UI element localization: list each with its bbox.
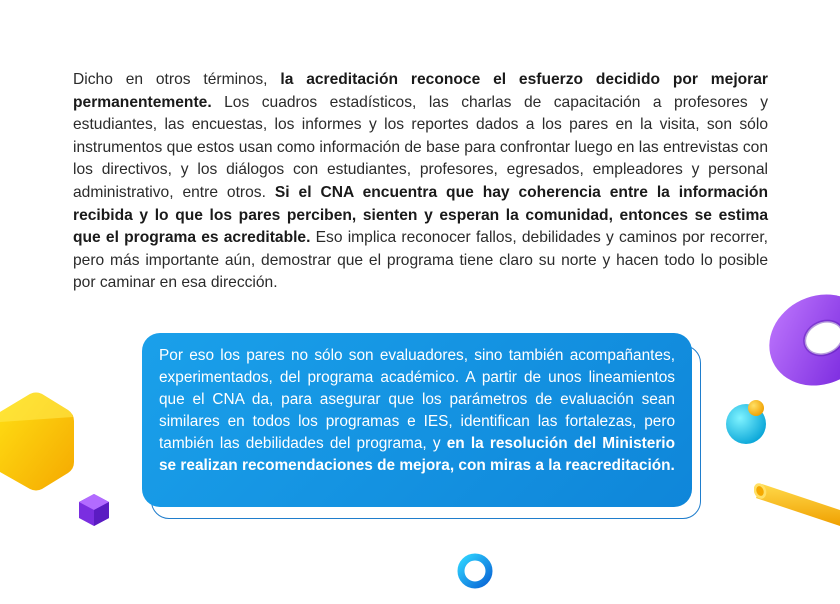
- callout-bold: en la resolución del Ministerio se realizan recomendaciones de mejora, con miras a la reacreditación.: [159, 435, 675, 474]
- callout-text: Por eso los pares no sólo son evaluadores, sino también acompañantes, experimentados, del programa académico. A partir de unos lineamientos que el CNA da, para asegurar que los parámetros de evaluación sean similares en todos los programas e IES, identifican las fortalezas, pero también las debilidades del programa, y: [159, 347, 675, 452]
- yellow-cylinder-icon: [754, 478, 840, 528]
- purple-cube-icon: [77, 493, 111, 527]
- purple-torus-icon: [764, 292, 840, 392]
- body-text-1: Dicho en otros términos,: [73, 71, 281, 88]
- body-text-2: Los cuadros estadísticos, las charlas de capacitación a profesores y estudiantes, las encuestas, los informes y los reportes dados a los pares en la visita, son sólo instrumentos que estos usan como información de base para confrontar luego en las entrevistas con los directivos, y los diálogos con estudiantes, profesores, egresados, empleadores y personal administrativo, entre otros.: [73, 93, 768, 201]
- cyan-sphere-icon: [724, 398, 772, 446]
- body-bold-2: Si el CNA encuentra que hay coherencia entre la información recibida y lo que los pares perciben, sienten y esperan la comunidad, entonces se estima que el programa es acreditable.: [73, 183, 768, 247]
- blue-ring-icon: [455, 551, 495, 591]
- body-text-3: Eso implica reconocer fallos, debilidades y caminos por recorrer, pero más importante aún, demostrar que el programa tiene claro su norte y hacen todo lo posible por caminar en esa dirección.: [73, 229, 768, 292]
- callout-paragraph: [159, 345, 675, 477]
- yellow-hexagon-icon: [0, 392, 78, 492]
- callout-box: [142, 333, 692, 507]
- body-bold-1: la acreditación reconoce el esfuerzo decidido por mejorar permanentemente.: [73, 71, 768, 111]
- body-paragraph: [73, 69, 768, 295]
